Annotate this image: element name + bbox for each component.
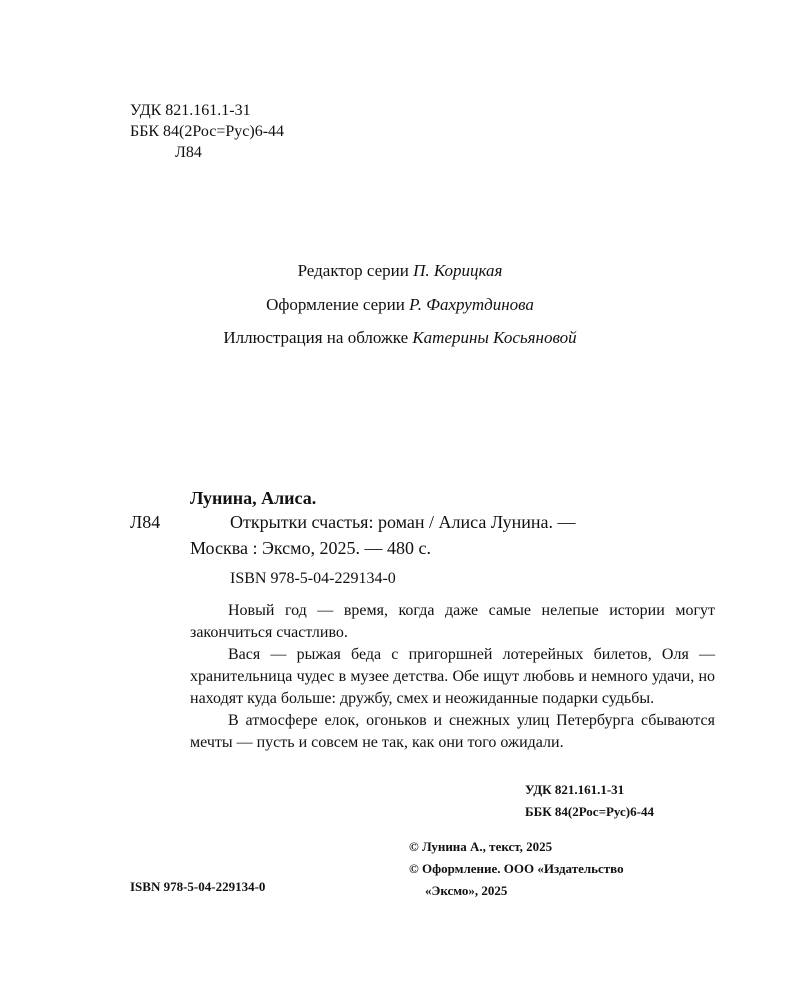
bottom-classification-codes (525, 779, 654, 823)
author-mark: Л84 (175, 144, 202, 161)
publication-line: Москва : Эксмо, 2025. — 480 с. (190, 538, 432, 558)
credit-name: Р. Фахрутдинова (409, 295, 534, 314)
copyright-publisher: «Эксмо», 2025 (425, 883, 508, 898)
credit-name: Катерины Косьяновой (412, 328, 577, 347)
annotation-paragraph: Вася — рыжая беда с пригоршней лотерейных билетов, Оля — хранительница чудес в музее детства. Обе ищут любовь и немного удачи, но находят куда больше: дружбу, смех и неожиданные подарки судьбы. (190, 646, 715, 707)
bottom-udk-code: УДК 821.161.1-31 (525, 782, 625, 797)
credit-role: Иллюстрация на обложке (223, 328, 409, 347)
classification-codes (130, 100, 284, 163)
credit-cover-illustration (0, 328, 800, 348)
bib-author-mark: Л84 (130, 512, 161, 532)
credit-role: Оформление серии (266, 295, 405, 314)
credit-name: П. Корицкая (413, 261, 503, 280)
annotation (190, 600, 715, 754)
annotation-paragraph: В атмосфере елок, огоньков и снежных улиц Петербурга сбываются мечты — пусть и совсем не так, как они того ожидали. (190, 712, 715, 751)
annotation-paragraph: Новый год — время, когда даже самые нелепые истории могут закончиться счастливо. (190, 602, 715, 641)
copyright-text: © Лунина А., текст, 2025 (409, 839, 553, 854)
udk-code: УДК 821.161.1-31 (130, 102, 251, 119)
credit-series-design (0, 295, 800, 315)
copyright-block (409, 836, 624, 902)
credit-role: Редактор серии (297, 261, 409, 280)
bottom-isbn: ISBN 978-5-04-229134-0 (130, 879, 266, 894)
bottom-bbk-code: ББК 84(2Рос=Рус)6-44 (525, 804, 654, 819)
credit-series-editor (0, 261, 800, 281)
copyright-design: © Оформление. ООО «Издательство (409, 861, 624, 876)
bbk-code: ББК 84(2Рос=Рус)6-44 (130, 123, 285, 140)
title-line: Открытки счастья: роман / Алиса Лунина. — (230, 512, 576, 532)
author-heading: Лунина, Алиса. (190, 488, 317, 508)
isbn: ISBN 978-5-04-229134-0 (230, 570, 396, 587)
